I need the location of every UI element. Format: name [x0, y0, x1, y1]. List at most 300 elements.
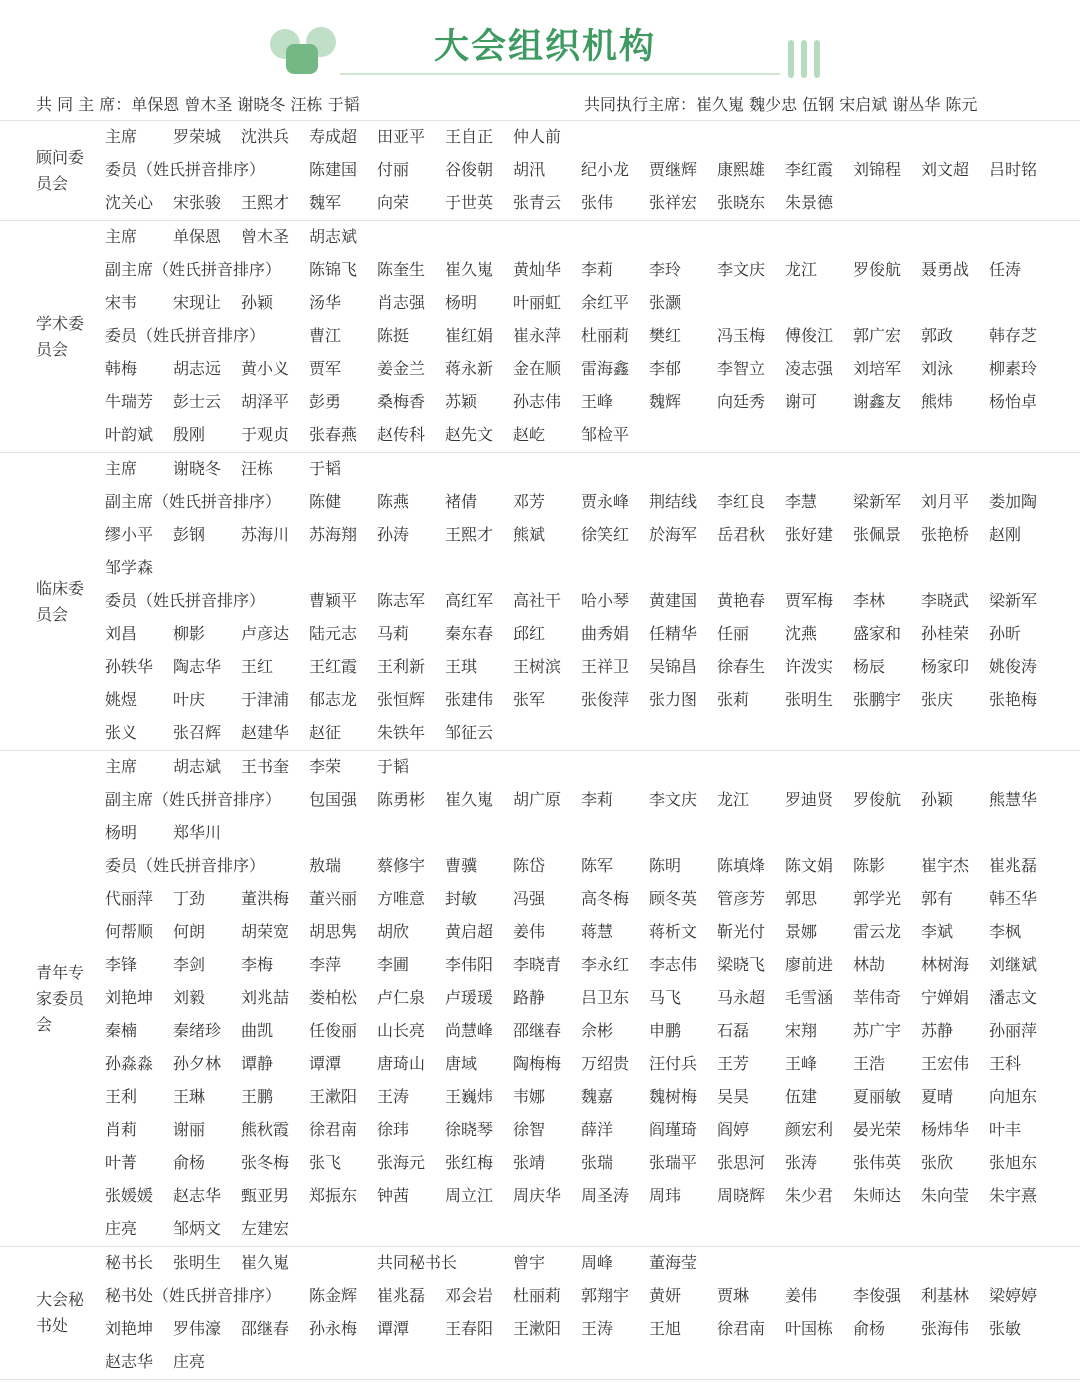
member-row: [105, 254, 1065, 287]
member-name: 刘艳坤: [105, 988, 154, 1007]
member-name: 邱红: [513, 624, 546, 643]
member-name: 熊炜: [921, 392, 954, 411]
member-name: 李荣: [309, 757, 342, 776]
member-name: 陈岱: [513, 856, 546, 875]
member-name: 王峰: [581, 392, 614, 411]
member-row: [105, 353, 1065, 386]
member-row: [105, 552, 1065, 585]
member-name: 王涛: [377, 1087, 410, 1106]
member-name: 路静: [513, 988, 546, 1007]
member-name: 王涛: [581, 1319, 614, 1338]
member-name: 王科: [989, 1054, 1022, 1073]
role-label: 副主席（姓氏拼音排序）: [105, 790, 282, 809]
member-row: [105, 1280, 1065, 1313]
member-row: [105, 453, 1065, 486]
member-name: 刘泳: [921, 359, 954, 378]
member-name: 宁婵娟: [921, 988, 970, 1007]
member-name: 梁婷婷: [989, 1286, 1038, 1305]
member-name: 莘伟奇: [853, 988, 902, 1007]
member-name: 魏军: [309, 193, 342, 212]
member-name: 利基林: [921, 1286, 970, 1305]
member-row: [105, 519, 1065, 552]
member-name: 张召辉: [173, 723, 222, 742]
member-name: 韩丕华: [989, 889, 1038, 908]
member-name: 佘彬: [581, 1021, 614, 1040]
member-name: 罗迪贤: [785, 790, 834, 809]
member-name: 龙江: [785, 260, 818, 279]
member-name: 董海莹: [649, 1253, 698, 1272]
member-name: 敖瑞: [309, 856, 342, 875]
member-name: 叶丰: [989, 1120, 1022, 1139]
role-label: 主席: [105, 757, 138, 776]
committee-rows: [105, 751, 1065, 1246]
member-name: 熊斌: [513, 525, 546, 544]
member-name: 共同秘书长: [377, 1253, 458, 1272]
member-name: 汪付兵: [649, 1054, 698, 1073]
member-name: 李红良: [717, 492, 766, 511]
member-name: 于世英: [445, 193, 494, 212]
member-name: 张晓东: [717, 193, 766, 212]
member-name: 王春阳: [445, 1319, 494, 1338]
member-name: 刘继斌: [989, 955, 1038, 974]
member-name: 张莉: [717, 690, 750, 709]
member-row: [105, 916, 1065, 949]
member-name: 庄亮: [173, 1352, 206, 1371]
member-row: [105, 850, 1065, 883]
member-name: 李林: [853, 591, 886, 610]
member-name: 汤华: [309, 293, 342, 312]
committee-name: 学术委员会: [36, 313, 85, 359]
member-name: 郑振东: [309, 1186, 358, 1205]
member-name: 孙涛: [377, 525, 410, 544]
member-name: 邹检平: [581, 425, 630, 444]
member-name: 张媛媛: [105, 1186, 154, 1205]
member-name: 宋韦: [105, 293, 138, 312]
member-name: 李志伟: [649, 955, 698, 974]
member-name: 谢可: [785, 392, 818, 411]
member-name: 陶志华: [173, 657, 222, 676]
member-name: 张伟英: [853, 1153, 902, 1172]
member-name: 黄妍: [649, 1286, 682, 1305]
member-row: [105, 1346, 1065, 1379]
member-name: 甄亚男: [241, 1186, 290, 1205]
committee-block: [0, 1246, 1080, 1380]
member-name: 曾宇: [513, 1253, 546, 1272]
member-name: 王琳: [173, 1087, 206, 1106]
member-name: 张思河: [717, 1153, 766, 1172]
member-name: 于韬: [377, 757, 410, 776]
member-name: 刘艳坤: [105, 1319, 154, 1338]
member-name: 周玮: [649, 1186, 682, 1205]
member-name: 孙淼淼: [105, 1054, 154, 1073]
member-name: 李锋: [105, 955, 138, 974]
role-label: 委员（姓氏拼音排序）: [105, 591, 266, 610]
member-name: 宋翔: [785, 1021, 818, 1040]
member-name: 张明生: [785, 690, 834, 709]
member-name: 张庆: [921, 690, 954, 709]
member-name: 陈健: [309, 492, 342, 511]
member-name: 张飞: [309, 1153, 342, 1172]
member-name: 雷海鑫: [581, 359, 630, 378]
member-name: 李郁: [649, 359, 682, 378]
member-name: 任精华: [649, 624, 698, 643]
member-name: 魏嘉: [581, 1087, 614, 1106]
member-name: 姚俊涛: [989, 657, 1038, 676]
member-row: [105, 1180, 1065, 1213]
member-name: 周晓辉: [717, 1186, 766, 1205]
member-name: 盛家和: [853, 624, 902, 643]
member-row: [105, 949, 1065, 982]
member-name: 许泼实: [785, 657, 834, 676]
member-name: 牛瑞芳: [105, 392, 154, 411]
member-name: 沈关心: [105, 193, 154, 212]
member-name: 赵志华: [105, 1352, 154, 1371]
member-name: 靳光付: [717, 922, 766, 941]
member-name: 谢晓冬: [173, 459, 222, 478]
member-name: 何朗: [173, 922, 206, 941]
member-name: 桑梅香: [377, 392, 426, 411]
member-name: 胡志远: [173, 359, 222, 378]
member-name: 李伟阳: [445, 955, 494, 974]
member-name: 曲秀娟: [581, 624, 630, 643]
member-name: 张靖: [513, 1153, 546, 1172]
member-name: 贾琳: [717, 1286, 750, 1305]
member-name: 王旭: [649, 1319, 682, 1338]
member-name: 王琪: [445, 657, 478, 676]
member-name: 王红霞: [309, 657, 358, 676]
member-name: 刘锦程: [853, 160, 902, 179]
member-name: 林劼: [853, 955, 886, 974]
member-name: 崔永萍: [513, 326, 562, 345]
member-name: 谭静: [241, 1054, 274, 1073]
member-row: [105, 684, 1065, 717]
member-name: 贾军梅: [785, 591, 834, 610]
member-name: 樊红: [649, 326, 682, 345]
member-name: 唐域: [445, 1054, 478, 1073]
member-row: [105, 1081, 1065, 1114]
member-name: 郭翔宇: [581, 1286, 630, 1305]
member-name: 苏静: [921, 1021, 954, 1040]
member-name: 罗俊航: [853, 790, 902, 809]
member-name: 傅俊江: [785, 326, 834, 345]
member-name: 周立江: [445, 1186, 494, 1205]
member-name: 彭勇: [309, 392, 342, 411]
page-title: 大会组织机构: [433, 27, 656, 67]
member-name: 赵建华: [241, 723, 290, 742]
member-name: 田亚平: [377, 127, 426, 146]
member-name: 伍建: [785, 1087, 818, 1106]
member-name: 张瑞平: [649, 1153, 698, 1172]
member-row: [105, 121, 1065, 154]
member-name: 张敏: [989, 1319, 1022, 1338]
member-name: 崔久嵬: [241, 1253, 290, 1272]
member-name: 孙永梅: [309, 1319, 358, 1338]
member-name: 张涛: [785, 1153, 818, 1172]
member-name: 叶菁: [105, 1153, 138, 1172]
member-name: 郭思: [785, 889, 818, 908]
member-name: 李莉: [581, 260, 614, 279]
member-name: 陈建国: [309, 160, 358, 179]
member-name: 任涛: [989, 260, 1022, 279]
member-name: 姜金兰: [377, 359, 426, 378]
member-name: 纪小龙: [581, 160, 630, 179]
member-name: 谷俊朝: [445, 160, 494, 179]
member-name: 付丽: [377, 160, 410, 179]
member-row: [105, 1147, 1065, 1180]
member-name: 缪小平: [105, 525, 154, 544]
member-name: 周庆华: [513, 1186, 562, 1205]
member-name: 邹学森: [105, 558, 154, 577]
member-name: 张红梅: [445, 1153, 494, 1172]
member-name: 郭学光: [853, 889, 902, 908]
member-name: 宋现让: [173, 293, 222, 312]
member-name: 谭潭: [309, 1054, 342, 1073]
member-name: 任丽: [717, 624, 750, 643]
deco-bar-3: [814, 40, 820, 78]
member-name: 黄启超: [445, 922, 494, 941]
member-name: 李枫: [989, 922, 1022, 941]
member-name: 汪栋: [241, 459, 274, 478]
committee-block: [0, 750, 1080, 1246]
member-name: 邓会岩: [445, 1286, 494, 1305]
member-name: 柳素玲: [989, 359, 1038, 378]
member-name: 崔红娟: [445, 326, 494, 345]
member-name: 赵屹: [513, 425, 546, 444]
member-row: [105, 1015, 1065, 1048]
committee-list: [0, 120, 1080, 1380]
member-name: 崔久嵬: [445, 790, 494, 809]
member-name: 代丽萍: [105, 889, 154, 908]
member-row: [105, 1213, 1065, 1246]
member-name: 于观贞: [241, 425, 290, 444]
member-name: 陈燕: [377, 492, 410, 511]
member-name: 王红: [241, 657, 274, 676]
member-name: 徐智: [513, 1120, 546, 1139]
member-name: 苏颖: [445, 392, 478, 411]
member-row: [105, 751, 1065, 784]
member-name: 管彦芳: [717, 889, 766, 908]
member-name: 罗荣城: [173, 127, 222, 146]
member-name: 刘毅: [173, 988, 206, 1007]
member-name: 张鹏宇: [853, 690, 902, 709]
member-row: [105, 419, 1065, 452]
member-name: 魏树梅: [649, 1087, 698, 1106]
member-name: 薛洋: [581, 1120, 614, 1139]
member-name: 朱景德: [785, 193, 834, 212]
member-name: 赵志华: [173, 1186, 222, 1205]
member-name: 崔宇杰: [921, 856, 970, 875]
member-name: 李俊强: [853, 1286, 902, 1305]
member-name: 张旭东: [989, 1153, 1038, 1172]
member-name: 哈小琴: [581, 591, 630, 610]
member-name: 李萍: [309, 955, 342, 974]
member-name: 孙颖: [921, 790, 954, 809]
member-name: 陈勇彬: [377, 790, 426, 809]
role-label: 秘书长: [105, 1253, 154, 1272]
role-label: 主席: [105, 127, 138, 146]
member-name: 魏辉: [649, 392, 682, 411]
member-name: 周峰: [581, 1253, 614, 1272]
role-label: 副主席（姓氏拼音排序）: [105, 260, 282, 279]
member-name: 凌志强: [785, 359, 834, 378]
member-row: [105, 717, 1065, 750]
member-name: 张祥宏: [649, 193, 698, 212]
member-name: 颜宏利: [785, 1120, 834, 1139]
member-name: 山长亮: [377, 1021, 426, 1040]
member-name: 杜丽莉: [513, 1286, 562, 1305]
member-name: 夏晴: [921, 1087, 954, 1106]
member-name: 王利新: [377, 657, 426, 676]
member-name: 叶丽虹: [513, 293, 562, 312]
member-name: 聂勇战: [921, 260, 970, 279]
member-name: 郭政: [921, 326, 954, 345]
member-name: 刘昌: [105, 624, 138, 643]
member-name: 郭广宏: [853, 326, 902, 345]
member-name: 张艳桥: [921, 525, 970, 544]
member-name: 秦东春: [445, 624, 494, 643]
member-name: 王书奎: [241, 757, 290, 776]
committee-name: 临床委员会: [36, 578, 85, 624]
member-name: 封敏: [445, 889, 478, 908]
member-name: 杜丽莉: [581, 326, 630, 345]
member-name: 胡志斌: [173, 757, 222, 776]
member-name: 苏广宇: [853, 1021, 902, 1040]
member-name: 朱少君: [785, 1186, 834, 1205]
member-name: 陈填烽: [717, 856, 766, 875]
member-name: 李玲: [649, 260, 682, 279]
member-name: 仲人前: [513, 127, 562, 146]
member-name: 申鹏: [649, 1021, 682, 1040]
role-label: 委员（姓氏拼音排序）: [105, 856, 266, 875]
member-name: 董兴丽: [309, 889, 358, 908]
member-name: 朱向莹: [921, 1186, 970, 1205]
member-name: 李圃: [377, 955, 410, 974]
member-name: 姜伟: [785, 1286, 818, 1305]
member-name: 单保恩: [173, 227, 222, 246]
member-name: 李斌: [921, 922, 954, 941]
member-name: 韩存芝: [989, 326, 1038, 345]
member-name: 马永超: [717, 988, 766, 1007]
committee-name: 顾问委员会: [36, 147, 85, 193]
member-name: 梁晓飞: [717, 955, 766, 974]
member-name: 胡志斌: [309, 227, 358, 246]
member-name: 孙轶华: [105, 657, 154, 676]
member-name: 卢仁泉: [377, 988, 426, 1007]
member-name: 余红平: [581, 293, 630, 312]
member-row: [105, 585, 1065, 618]
member-name: 王浩: [853, 1054, 886, 1073]
member-name: 王峰: [785, 1054, 818, 1073]
member-name: 王巍炜: [445, 1087, 494, 1106]
member-name: 胡广原: [513, 790, 562, 809]
member-name: 王芳: [717, 1054, 750, 1073]
role-label: 秘书处（姓氏拼音排序）: [105, 1286, 282, 1305]
member-name: 韦娜: [513, 1087, 546, 1106]
member-name: 肖志强: [377, 293, 426, 312]
member-name: 朱师达: [853, 1186, 902, 1205]
member-name: 何帮顺: [105, 922, 154, 941]
member-name: 崔兆磊: [377, 1286, 426, 1305]
member-name: 潘志文: [989, 988, 1038, 1007]
member-name: 高红军: [445, 591, 494, 610]
member-name: 张恒辉: [377, 690, 426, 709]
member-name: 龙江: [717, 790, 750, 809]
member-name: 王自正: [445, 127, 494, 146]
member-name: 徐君南: [309, 1120, 358, 1139]
member-name: 张欣: [921, 1153, 954, 1172]
committee-rows: [105, 221, 1065, 452]
member-name: 赵刚: [989, 525, 1022, 544]
member-name: 石磊: [717, 1021, 750, 1040]
member-name: 徐晓琴: [445, 1120, 494, 1139]
member-name: 阎婷: [717, 1120, 750, 1139]
member-name: 曹江: [309, 326, 342, 345]
member-name: 顾冬英: [649, 889, 698, 908]
member-name: 张春燕: [309, 425, 358, 444]
member-name: 於海军: [649, 525, 698, 544]
member-name: 邵继春: [513, 1021, 562, 1040]
member-name: 彭士云: [173, 392, 222, 411]
committee-name: 青年专家委员会: [36, 962, 85, 1034]
member-name: 李文庆: [717, 260, 766, 279]
member-name: 胡汛: [513, 160, 546, 179]
member-name: 贾继辉: [649, 160, 698, 179]
member-name: 王祥卫: [581, 657, 630, 676]
member-name: 向廷秀: [717, 392, 766, 411]
member-name: 孙夕林: [173, 1054, 222, 1073]
member-name: 张好建: [785, 525, 834, 544]
member-name: 韩梅: [105, 359, 138, 378]
member-name: 叶韵斌: [105, 425, 154, 444]
member-name: 尚慧峰: [445, 1021, 494, 1040]
member-name: 张伟: [581, 193, 614, 212]
member-row: [105, 1313, 1065, 1346]
member-name: 卢彦达: [241, 624, 290, 643]
member-name: 徐春生: [717, 657, 766, 676]
member-name: 熊慧华: [989, 790, 1038, 809]
member-name: 蔡修宇: [377, 856, 426, 875]
joint-executive-chairs: 共同执行主席：崔久嵬 魏少忠 伍钢 宋启斌 谢丛华 陈元: [584, 95, 978, 114]
member-name: 娄柏松: [309, 988, 358, 1007]
member-name: 张灏: [649, 293, 682, 312]
committee-name: 大会秘书处: [36, 1290, 85, 1335]
member-name: 任俊丽: [309, 1021, 358, 1040]
member-name: 陈军: [581, 856, 614, 875]
member-name: 寿成超: [309, 127, 358, 146]
member-name: 曹颖平: [309, 591, 358, 610]
member-name: 丁劲: [173, 889, 206, 908]
committee-block: [0, 452, 1080, 750]
member-name: 张青云: [513, 193, 562, 212]
member-name: 陈奎生: [377, 260, 426, 279]
header: [0, 0, 1080, 90]
member-name: 冯玉梅: [717, 326, 766, 345]
member-name: 陈影: [853, 856, 886, 875]
member-name: 谢鑫友: [853, 392, 902, 411]
member-name: 王熙才: [241, 193, 290, 212]
member-name: 杨明: [445, 293, 478, 312]
member-name: 左建宏: [241, 1219, 290, 1238]
member-name: 陶梅梅: [513, 1054, 562, 1073]
member-row: [105, 1114, 1065, 1147]
member-name: 朱宇熹: [989, 1186, 1038, 1205]
member-name: 景娜: [785, 922, 818, 941]
member-name: 王漱阳: [309, 1087, 358, 1106]
member-name: 陈明: [649, 856, 682, 875]
member-name: 苏海川: [241, 525, 290, 544]
member-name: 邹征云: [445, 723, 494, 742]
member-name: 孙志伟: [513, 392, 562, 411]
